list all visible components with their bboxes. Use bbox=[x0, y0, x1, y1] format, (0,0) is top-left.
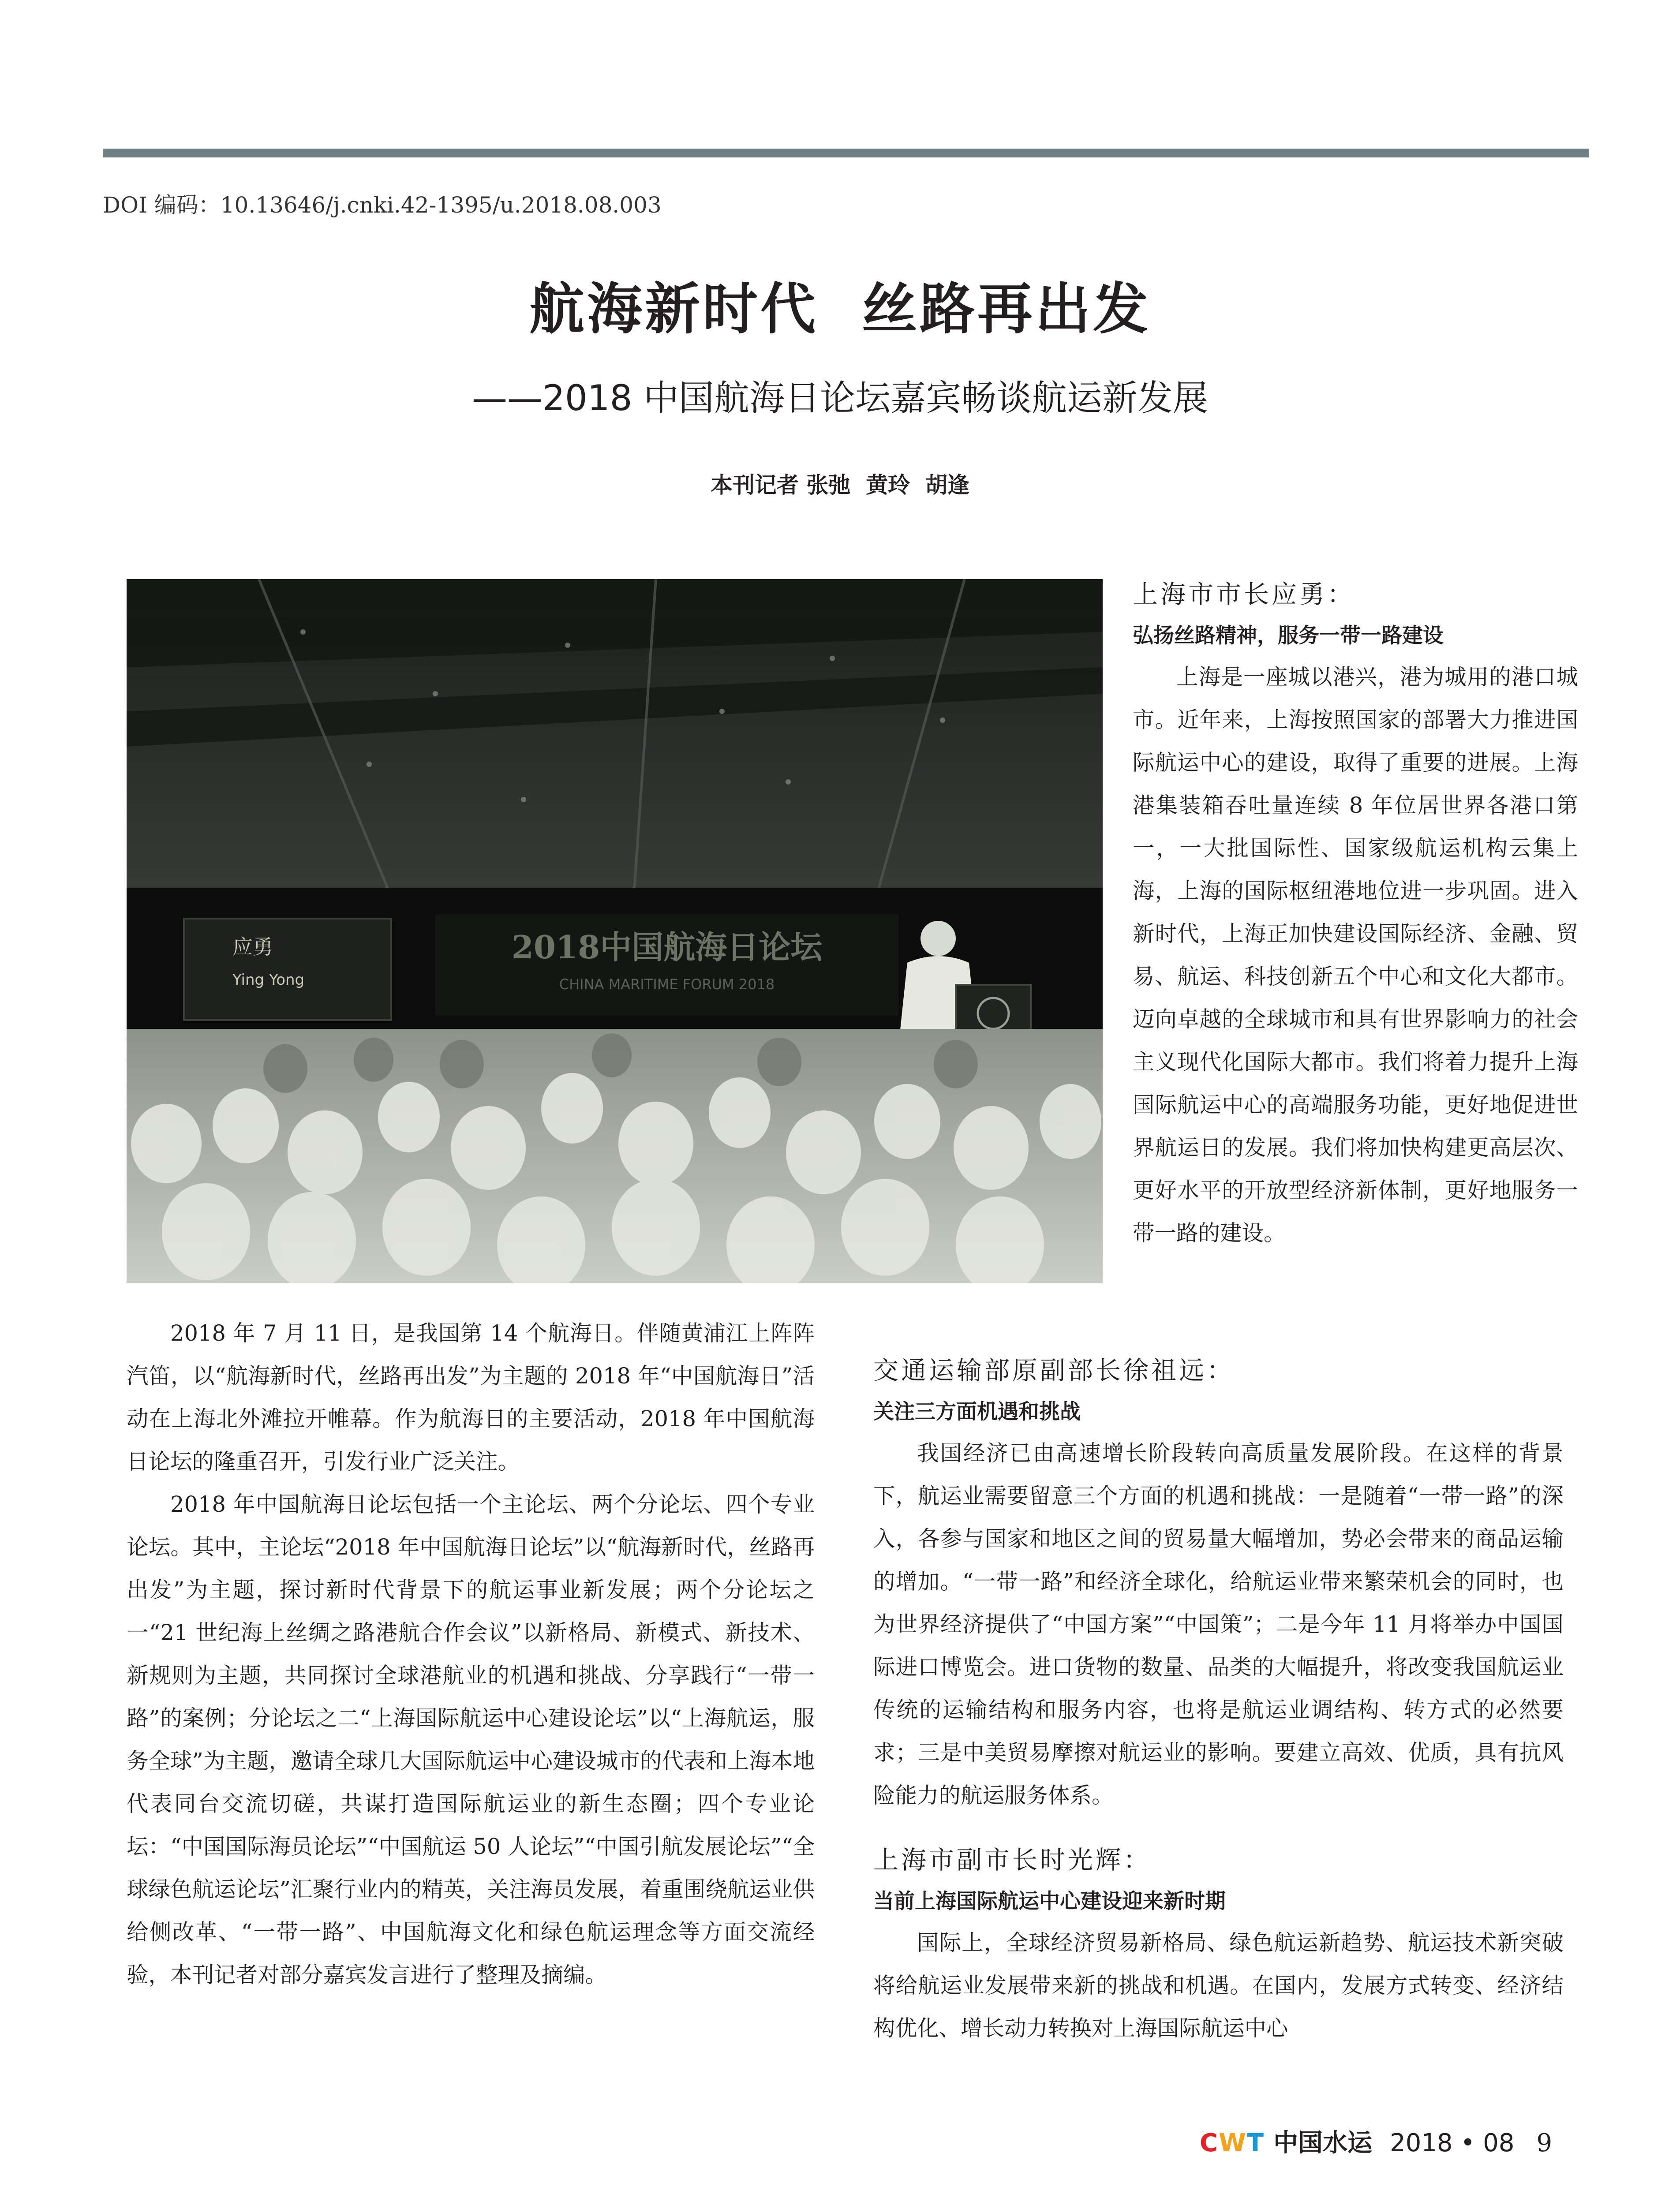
cwt-logo: CWT bbox=[1200, 2129, 1265, 2157]
byline: 本刊记者 张弛 黄玲 胡逢 bbox=[710, 472, 970, 498]
page-number: 9 bbox=[1536, 2129, 1553, 2157]
page-footer bbox=[1200, 2123, 1552, 2159]
section-heading-xu-zuyuan: 交通运输部原副部长徐祖远： bbox=[873, 1356, 1235, 1385]
section-ying-yong bbox=[1133, 573, 1578, 1255]
doi-line: DOI 编码：10.13646/j.cnki.42-1395/u.2018.08.003 bbox=[103, 192, 662, 218]
intro-paragraph-2: 2018 年中国航海日论坛包括一个主论坛、两个分论坛、四个专业论坛。其中，主论坛“2018 年中国航海日论坛”以“航海新时代，丝路再出发”为主题，探讨新时代背景下的航运事业新发展；两个分论坛之一“21 世纪海上丝绸之路港航合作会议”以新格局、新模式、新技术、新规则为主题，共同探讨全球港航业的机遇和挑战、分享践行“一带一路”的案例；分论坛之二“上海国际航运中心建设论坛”以“上海航运，服务全球”为主题，邀请全球几大国际航运中心建设城市的代表和上海本地代表同台交流切磋，共谋打造国际航运业的新生态圈；四个专业论坛：“中国国际海员论坛”“中国航运 50 人论坛”“中国引航发展论坛”“全球绿色航运论坛”汇聚行业内的精英，关注海员发展，着重围绕航运业供给侧改革、“一带一路”、中国航海文化和绿色航运理念等方面交流经验，本刊记者对部分嘉宾发言进行了整理及摘编。 bbox=[127, 1491, 815, 1988]
section-subheading-xu-zuyuan: 关注三方面机遇和挑战 bbox=[873, 1400, 1081, 1424]
section-body-shi-guanghui: 国际上，全球经济贸易新格局、绿色航运新趋势、航运技术新突破将给航运业发展带来新的挑战和机遇。在国内，发展方式转变、经济结构优化、增长动力转换对上海国际航运中心 bbox=[873, 1930, 1564, 2041]
nameplate-cn: 应勇 bbox=[232, 935, 273, 959]
right-bottom-column bbox=[873, 1349, 1564, 2050]
section-subheading-shi-guanghui: 当前上海国际航运中心建设迎来新时期 bbox=[873, 1889, 1226, 1913]
article-subtitle: ——2018 中国航海日论坛嘉宾畅谈航运新发展 bbox=[471, 377, 1209, 419]
intro-column bbox=[127, 1312, 815, 1996]
article-title: 航海新时代 丝路再出发 bbox=[529, 277, 1151, 341]
stage-banner: 2018中国航海日论坛 bbox=[511, 928, 823, 966]
forum-stage-photo bbox=[127, 579, 1103, 1283]
section-heading-shi-guanghui: 上海市副市长时光辉： bbox=[873, 1846, 1151, 1875]
magazine-name: 中国水运 bbox=[1273, 2128, 1373, 2157]
nameplate-en: Ying Yong bbox=[232, 971, 305, 989]
section-subheading: 弘扬丝路精神，服务一带一路建设 bbox=[1133, 624, 1444, 648]
section-body: 上海是一座城以港兴，港为城用的港口城市。近年来，上海按照国家的部署大力推进国际航运中心的建设，取得了重要的进展。上海港集装箱吞吐量连续 8 年位居世界各港口第一，一大批国际性、国家级航运机构云集上海，上海的国际枢纽港地位进一步巩固。进入新时代，上海正加快建设国际经济、金融、贸易、航运、科技创新五个中心和文化大都市。迈向卓越的全球城市和具有世界影响力的社会主义现代化国际大都市。我们将着力提升上海国际航运中心的高端服务功能，更好地促进世界航运日的发展。我们将加快构建更高层次、更好水平的开放型经济新体制，更好地服务一带一路的建设。 bbox=[1133, 664, 1578, 1246]
intro-paragraph-1: 2018 年 7 月 11 日，是我国第 14 个航海日。伴随黄浦江上阵阵汽笛，以“航海新时代，丝路再出发”为主题的 2018 年“中国航海日”活动在上海北外滩拉开帷幕。作为航海日的主要活动，2018 年中国航海日论坛的隆重召开，引发行业广泛关注。 bbox=[127, 1320, 815, 1474]
stage-banner-en: CHINA MARITIME FORUM 2018 bbox=[559, 976, 775, 993]
top-rule bbox=[103, 149, 1589, 157]
section-body-xu-zuyuan: 我国经济已由高速增长阶段转向高质量发展阶段。在这样的背景下，航运业需要留意三个方面的机遇和挑战：一是随着“一带一路”的深入，各参与国家和地区之间的贸易量大幅增加，势必会带来的商品运输的增加。“一带一路”和经济全球化，给航运业带来繁荣机会的同时，也为世界经济提供了“中国方案”“中国策”；二是今年 11 月将举办中国国际进口博览会。进口货物的数量、品类的大幅提升，将改变我国航运业传统的运输结构和服务内容，也将是航运业调结构、转方式的必然要求；三是中美贸易摩擦对航运业的影响。要建立高效、优质，具有抗风险能力的航运服务体系。 bbox=[873, 1440, 1564, 1808]
section-heading: 上海市市长应勇： bbox=[1133, 580, 1355, 609]
issue-number: 2018 • 08 bbox=[1390, 2129, 1515, 2157]
